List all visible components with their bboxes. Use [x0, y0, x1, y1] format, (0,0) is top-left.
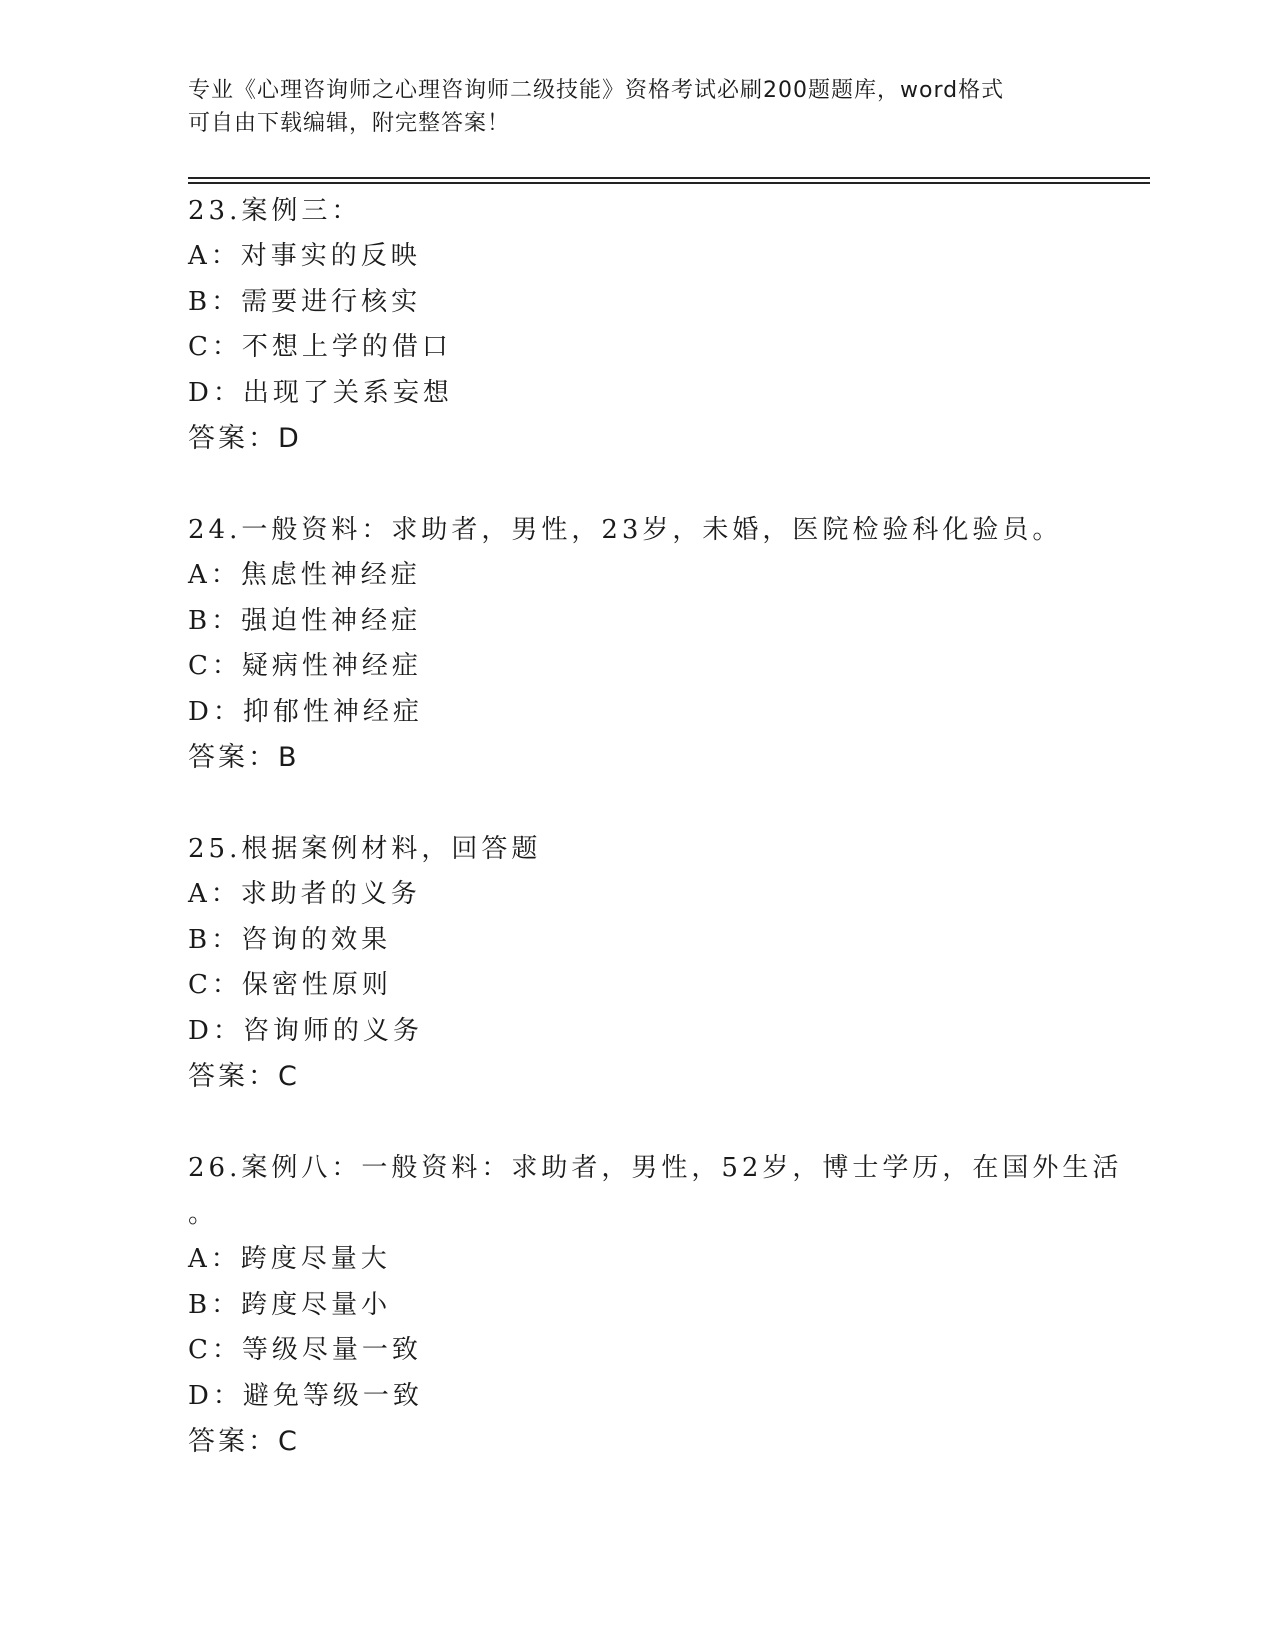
option-a: A：求助者的义务: [188, 879, 421, 909]
answer: 答案：D: [188, 423, 302, 454]
question-23: [188, 188, 1148, 462]
option-c: C：不想上学的借口: [188, 332, 452, 362]
question-stem: 23.案例三：: [188, 196, 362, 226]
option-c: C：保密性原则: [188, 970, 392, 1000]
question-stem: 25.根据案例材料，回答题: [188, 834, 542, 864]
option-a: A：跨度尽量大: [188, 1244, 391, 1274]
option-c: C：等级尽量一致: [188, 1335, 422, 1365]
header-title-line-1: 专业《心理咨询师之心理咨询师二级技能》资格考试必刷200题题库，word格式: [188, 78, 1005, 103]
question-25: [188, 826, 1148, 1100]
option-a: A：焦虑性神经症: [188, 560, 421, 590]
question-list: [188, 188, 1148, 1465]
document-header: [188, 74, 1088, 140]
question-26: [188, 1145, 1148, 1465]
option-b: B：咨询的效果: [188, 924, 392, 955]
question-24: [188, 507, 1148, 781]
option-d: D：咨询师的义务: [188, 1015, 423, 1046]
option-c: C：疑病性神经症: [188, 651, 422, 681]
option-d: D：抑郁性神经症: [188, 696, 423, 727]
option-b: B：需要进行核实: [188, 286, 422, 317]
header-divider-top: [188, 177, 1150, 179]
option-d: D：避免等级一致: [188, 1380, 423, 1411]
option-b: B：强迫性神经症: [188, 605, 422, 636]
answer: 答案：B: [188, 742, 300, 773]
question-stem: 26.案例八：一般资料：求助者，男性，52岁，博士学历，在国外生活: [188, 1153, 1123, 1183]
header-title-line-2: 可自由下载编辑，附完整答案！: [188, 111, 511, 136]
header-divider-bottom: [188, 182, 1150, 184]
question-stem-continuation: 。: [188, 1199, 215, 1229]
option-d: D：出现了关系妄想: [188, 377, 453, 408]
answer: 答案：C: [188, 1061, 300, 1092]
question-stem: 24.一般资料：求助者，男性，23岁，未婚，医院检验科化验员。: [188, 515, 1063, 545]
answer: 答案：C: [188, 1426, 300, 1457]
option-b: B：跨度尽量小: [188, 1289, 392, 1320]
option-a: A：对事实的反映: [188, 241, 421, 271]
